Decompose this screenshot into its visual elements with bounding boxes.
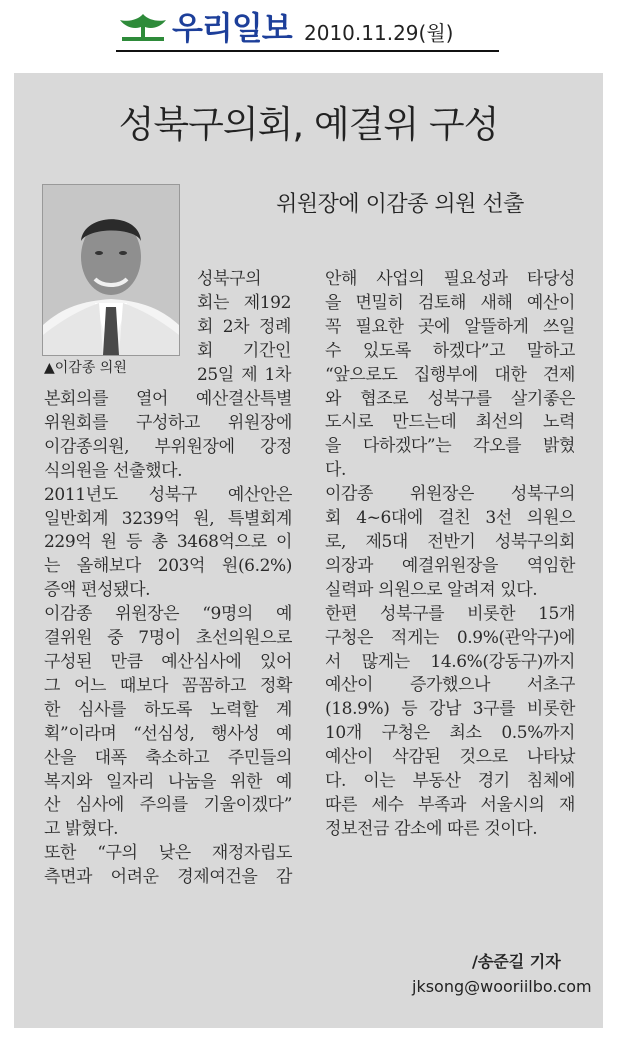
article-column-2 (325, 268, 575, 842)
text-line: 한편 성북구를 비롯한 15개 (325, 603, 575, 624)
text-line: 식의원을 선출했다. (44, 460, 183, 481)
photo-caption: ▲이감종 의원 (44, 360, 127, 376)
text-line: 증액 편성됐다. (44, 580, 151, 601)
article-subheadline: 위원장에 이감종 의원 선출 (276, 192, 524, 217)
text-line: “앞으로도 집행부에 대한 견제 (325, 364, 575, 385)
text-line: 2011년도 성북구 예산안은 (44, 484, 292, 505)
text-line: 회 4~6대에 걸친 3선 의원으 (325, 508, 575, 529)
text-line: 수 있도록 하겠다”고 말하고 (325, 340, 575, 361)
text-line: 정보전금 감소에 따른 것이다. (325, 818, 538, 839)
text-line: 측면과 어려운 경제여건을 감 (44, 867, 292, 888)
text-line: 꼭 필요한 곳에 알뜰하게 쓰일 (325, 316, 575, 337)
text-line: 25일 제 1차 (197, 364, 291, 385)
text-line: 그 어느 때보다 꼼꼼하고 정확 (44, 675, 292, 696)
text-line: 획”이라며 “선심성, 행사성 예 (44, 723, 292, 744)
text-line: 복지와 일자리 나눔을 위한 예 (44, 771, 292, 792)
text-line: 구성된 만큼 예산심사에 있어 (44, 651, 292, 672)
article-column-1 (44, 388, 292, 890)
text-line: 10개 구청은 최소 0.5%까지 (325, 723, 575, 744)
reporter-byline: /송준길 기자 (472, 952, 561, 971)
text-line: 안해 사업의 필요성과 타당성 (325, 269, 575, 289)
text-line: 산 심사에 주의를 기울이겠다” (44, 795, 292, 816)
issue-date: 2010.11.29(월) (304, 21, 454, 45)
text-line: 예산이 삭감된 것으로 나타났 (325, 747, 575, 768)
text-line: 구청은 적게는 0.9%(관악구)에 (325, 627, 575, 648)
text-line: 와 협조로 성북구를 살기좋은 (325, 388, 575, 409)
text-line: 또한 “구의 낮은 재정자립도 (44, 843, 292, 864)
councilor-photo (42, 184, 180, 356)
text-line: 결위원 중 7명이 초선의원으로 (44, 628, 292, 649)
masthead-underline (116, 50, 499, 52)
text-line: 도시로 만드는데 최선의 노력 (325, 412, 575, 433)
text-line: (18.9%) 등 강남 3구를 비롯한 (325, 699, 575, 720)
article-clipping (14, 73, 603, 1028)
text-line: 이감종 위원장은 “9명의 예 (44, 604, 292, 625)
text-line: 본회의를 열어 예산결산특별 (44, 389, 292, 409)
portrait-image (43, 185, 179, 355)
text-line: 실력파 의원으로 알려져 있다. (325, 579, 538, 600)
text-line: 다. 이는 부동산 경기 침체에 (325, 771, 575, 792)
text-line: 는 올해보다 203억 원(6.2%) (44, 556, 292, 577)
reporter-email: jksong@wooriilbo.com (412, 977, 592, 996)
text-line: 회 2차 정례 (197, 316, 291, 337)
text-line: 예산이 증가했으나 서초구 (325, 675, 575, 696)
text-line: 서 많게는 14.6%(강동구)까지 (325, 651, 575, 672)
text-line: 이감종의원, 부위원장에 강정 (44, 436, 292, 457)
text-line: 고 밝혔다. (44, 819, 119, 840)
text-line: 따른 세수 부족과 서울시의 재 (325, 794, 575, 815)
text-line: 을 다하겠다”는 각오를 밝혔 (325, 436, 575, 457)
text-line: 위원회를 구성하고 위원장에 (44, 412, 292, 433)
article-column-1-top (197, 268, 291, 388)
text-line: 성북구의 (197, 269, 262, 289)
masthead (0, 0, 619, 62)
text-line: 이감종 위원장은 성북구의 (325, 484, 575, 505)
text-line: 로, 제5대 전반기 성북구의회 (325, 531, 575, 552)
article-headline: 성북구의회, 예결위 구성 (118, 103, 499, 146)
text-line: 의장과 예결위원장을 역임한 (325, 555, 575, 576)
text-line: 회 기간인 (197, 340, 291, 361)
newspaper-logo-text: 우리일보 (172, 9, 292, 47)
text-line: 229억 원 등 총 3468억으로 이 (44, 532, 292, 553)
text-line: 회는 제192 (197, 292, 291, 313)
newspaper-logo-icon (118, 10, 168, 44)
text-line: 일반회계 3239억 원, 특별회계 (44, 508, 292, 529)
text-line: 산을 대폭 축소하고 주민들의 (44, 747, 292, 768)
text-line: 한 심사를 하도록 노력할 계 (44, 699, 292, 720)
text-line: 다. (325, 460, 347, 481)
text-line: 을 면밀히 검토해 새해 예산이 (325, 292, 575, 313)
